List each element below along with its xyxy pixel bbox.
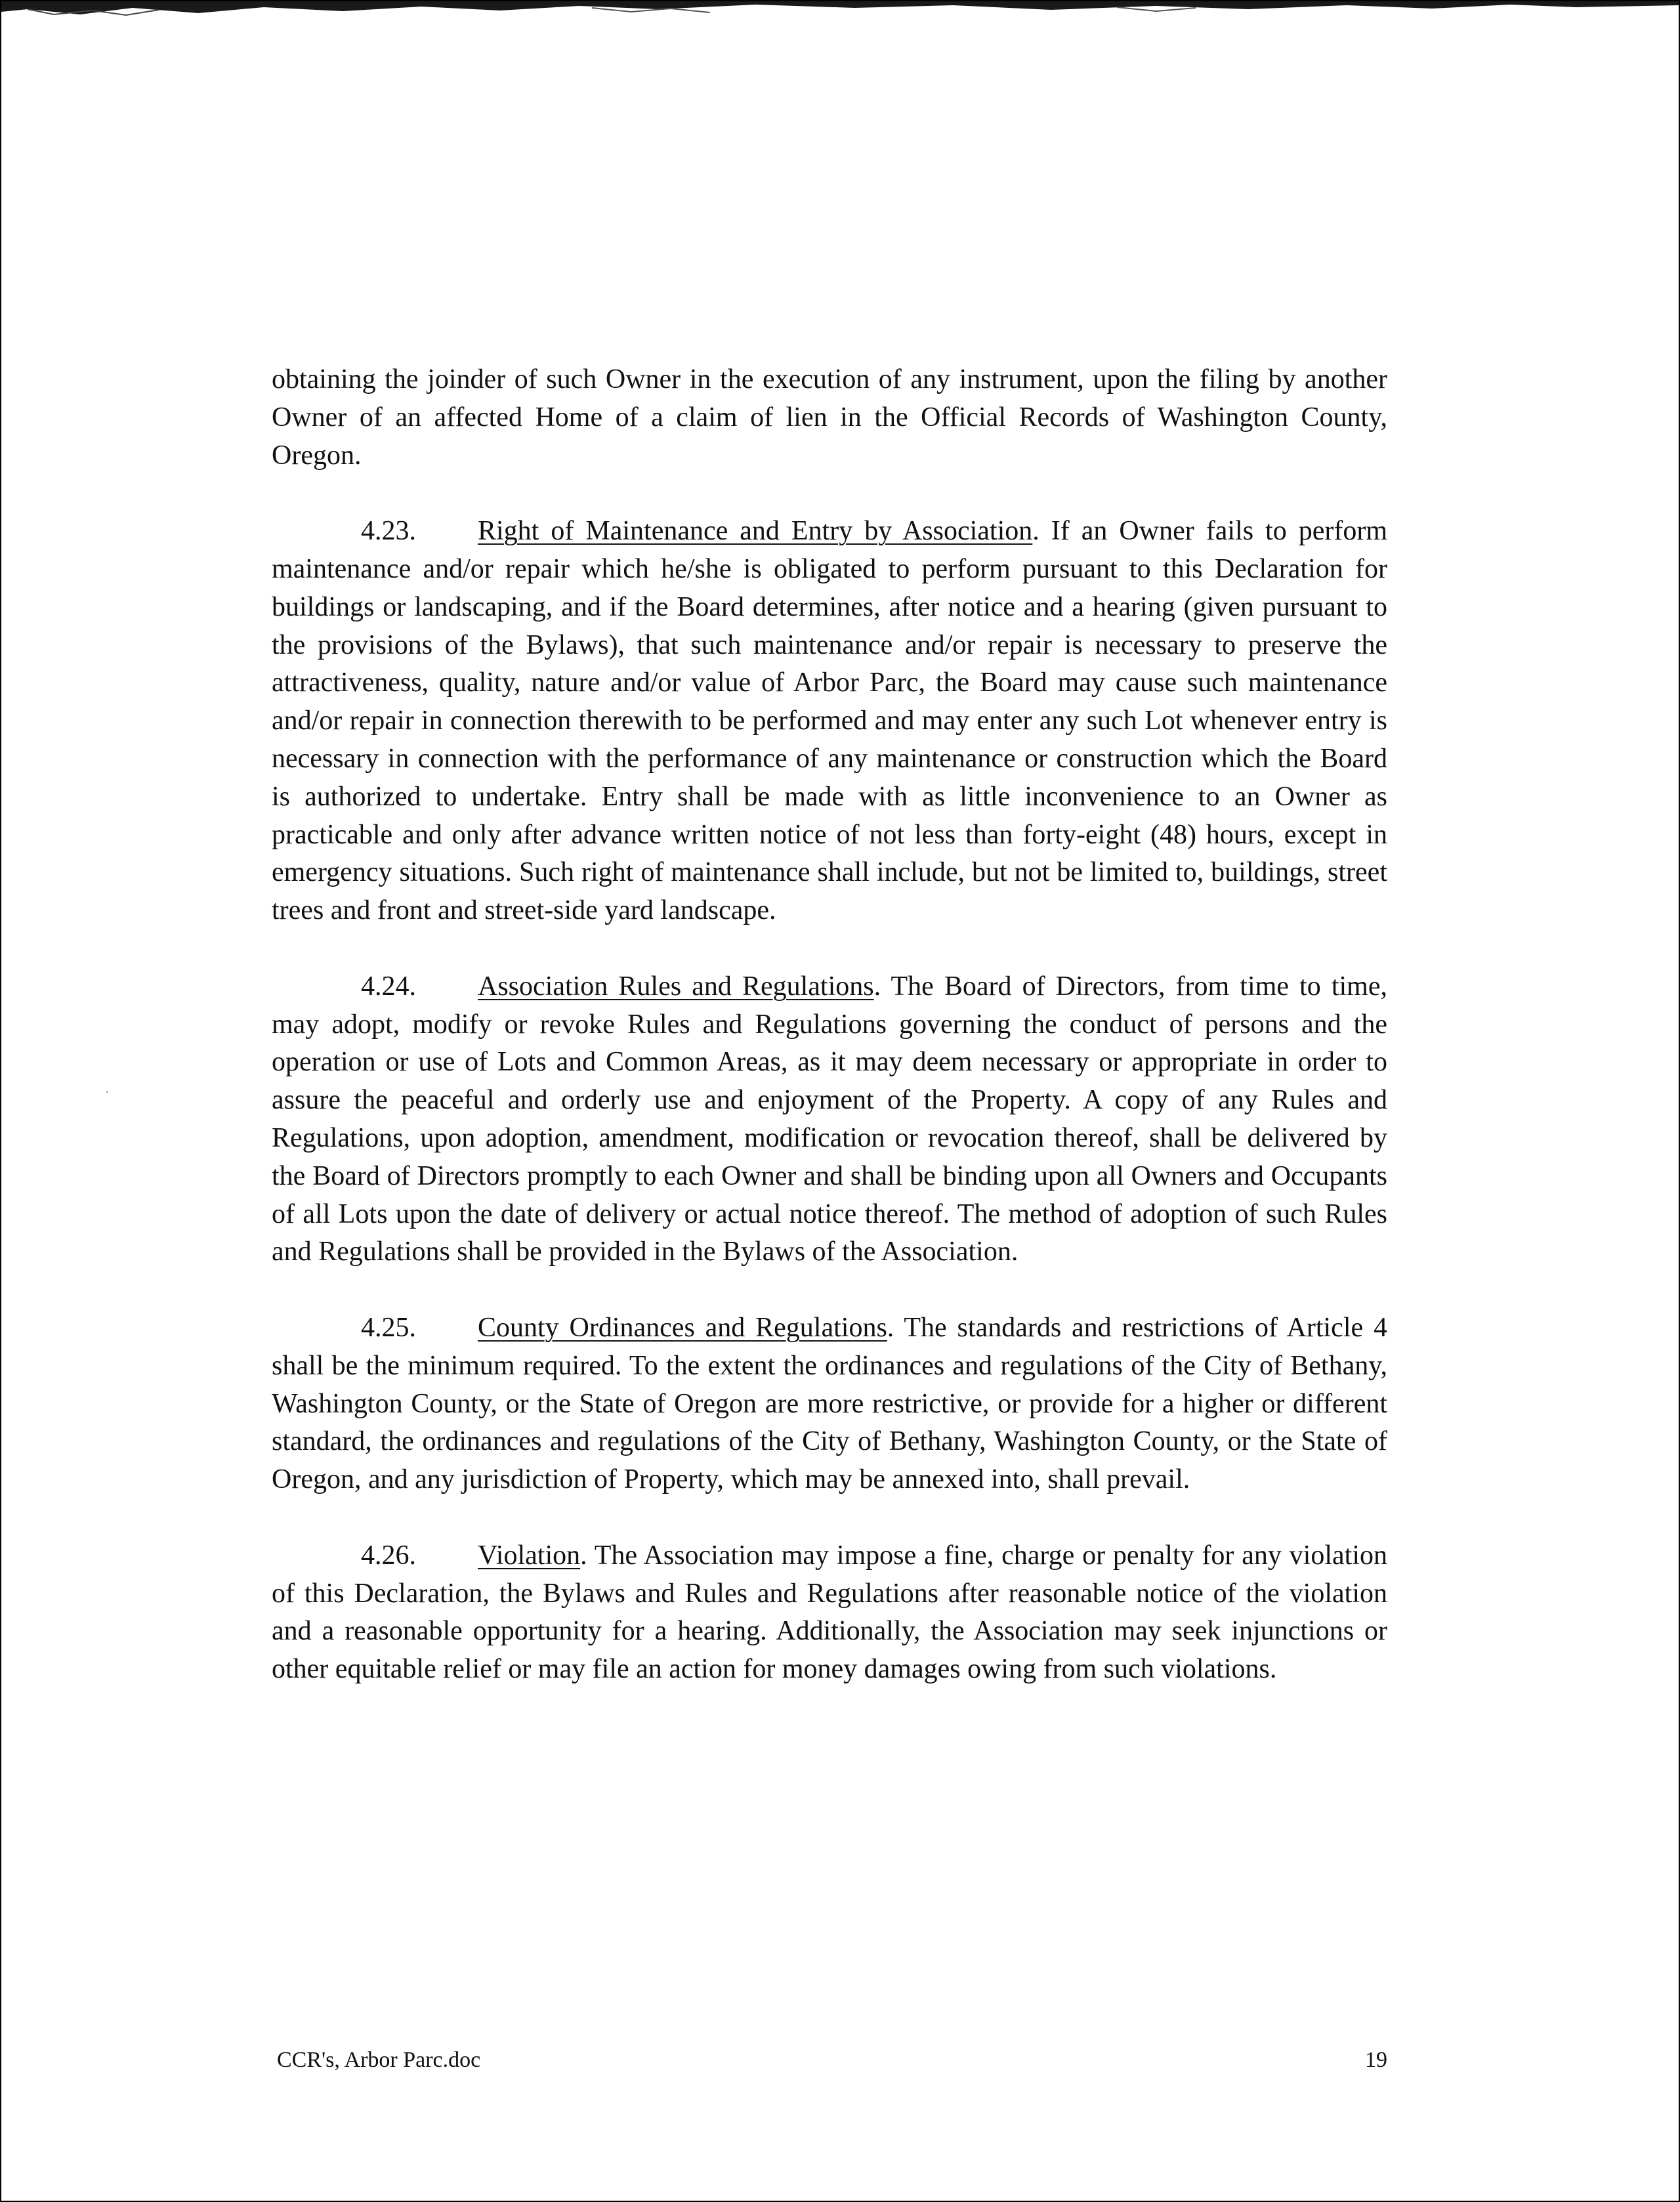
section-number: 4.24. <box>361 971 416 1002</box>
section-4-23 <box>272 513 1387 930</box>
section-text: The Association may impose a fine, charge or penalty for any violation of this Declaration, the Bylaws and Rules and Regulations after reasonable notice of the violation and a reasonable opportunity for a hearing. Additionally, the Association may seek injunctions or other equitable relief or may file an action for money damages owing from such violations. <box>272 1540 1387 1685</box>
section-text: If an Owner fails to perform maintenance and/or repair which he/she is obligated to perform pursuant to this Declaration for buildings or landscaping, and if the Board determines, after notice and a hearing (given pursuant to the provisions of the Bylaws), that such maintenance and/or repair is necessary to preserve the attractiveness, quality, nature and/or value of Arbor Parc, the Board may cause such maintenance and/or repair in connection therewith to be performed and may enter any such Lot whenever entry is necessary in connection with the performance of any maintenance or construction which the Board is authorized to undertake. Entry shall be made with as little inconvenience to an Owner as practicable and only after advance written notice of not less than forty-eight (48) hours, except in emergency situations. Such right of maintenance shall include, but not be limited to, buildings, street trees and front and street-side yard landscape. <box>272 516 1387 926</box>
section-number: 4.26. <box>361 1540 416 1571</box>
section-title: Association Rules and Regulations <box>478 971 874 1002</box>
scan-noise-top-edge <box>1 1 1679 16</box>
section-text: The Board of Directors, from time to time, may adopt, modify or revoke Rules and Regulations governing the conduct of persons and the operation or use of Lots and Common Areas, as it may deem necessary or appropriate in order to assure the peaceful and orderly use and enjoyment of the Property. A copy of any Rules and Regulations, upon adoption, amendment, modification or revocation thereof, shall be delivered by the Board of Directors promptly to each Owner and shall be binding upon all Owners and Occupants of all Lots upon the date of delivery or actual notice thereof. The method of adoption of such Rules and Regulations shall be provided in the Bylaws of the Association. <box>272 971 1387 1267</box>
section-title-suffix: . <box>1032 516 1040 547</box>
paragraph-text: obtaining the joinder of such Owner in the execution of any instrument, upon the filing by another Owner of an affected Home of a claim of lien in the Official Records of Washington County, Oregon. <box>272 364 1387 471</box>
section-number: 4.25. <box>361 1312 416 1343</box>
section-4-25 <box>272 1309 1387 1499</box>
section-number: 4.23. <box>361 516 416 547</box>
footer-filename: CCR's, Arbor Parc.doc <box>277 2048 481 2072</box>
section-title: County Ordinances and Regulations <box>478 1312 887 1343</box>
section-4-24 <box>272 968 1387 1271</box>
section-text: The standards and restrictions of Article 4 shall be the minimum required. To the extent the ordinances and regulations of the City of Bethany, Washington County, or the State of Oregon are more restrictive, or provide for a higher or different standard, the ordinances and regulations of the City of Bethany, Washington County, or the State of Oregon, and any jurisdiction of Property, which may be annexed into, shall prevail. <box>272 1312 1387 1495</box>
footer-page-number: 19 <box>1365 2048 1387 2072</box>
section-title: Violation <box>478 1540 581 1571</box>
document-body <box>272 361 1387 1727</box>
section-title: Right of Maintenance and Entry by Association <box>478 516 1033 547</box>
section-4-26 <box>272 1537 1387 1689</box>
paragraph-continuation <box>272 361 1387 475</box>
section-title-suffix: . <box>873 971 881 1002</box>
section-title-suffix: . <box>580 1540 587 1571</box>
scan-speck <box>106 1091 108 1093</box>
section-title-suffix: . <box>887 1312 894 1343</box>
